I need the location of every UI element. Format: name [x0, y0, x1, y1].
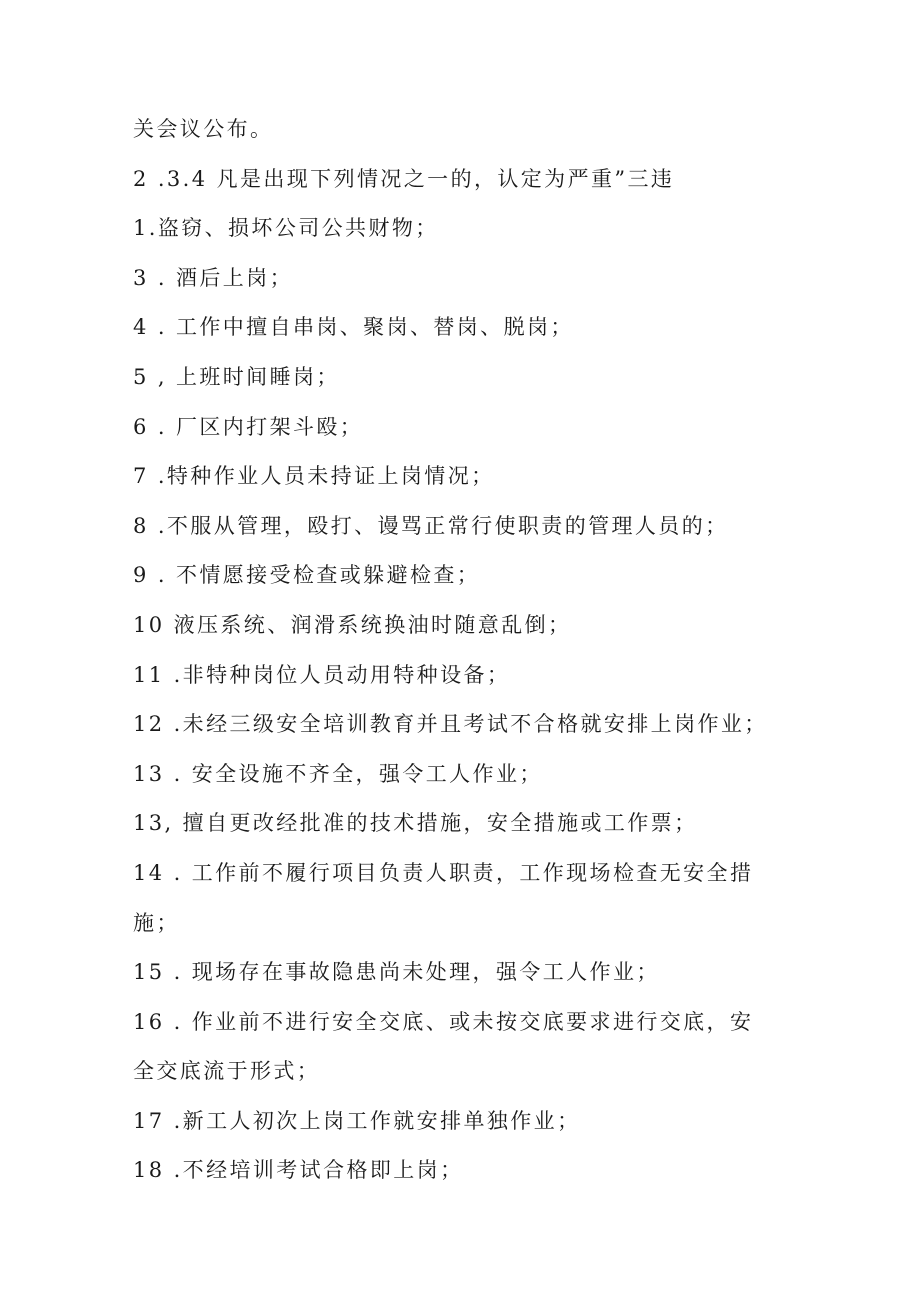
list-item-continuation: 全交底流于形式； — [133, 1059, 321, 1084]
list-item: 14 . 工作前不履行项目负责人职责，工作现场检查无安全措 — [133, 860, 754, 885]
list-item: 3 . 酒后上岗； — [133, 265, 293, 290]
list-item: 10 液压系统、润滑系统换油时随意乱倒； — [133, 612, 572, 637]
list-item: 5 , 上班时间睡岗； — [133, 364, 340, 389]
list-item: 11 .非特种岗位人员动用特种设备； — [133, 662, 511, 687]
text-line: 关会议公布。 — [133, 117, 274, 141]
list-item: 18 .不经培训考试合格即上岗； — [133, 1158, 464, 1183]
list-item: 8 .不服从管理，殴打、谩骂正常行使职责的管理人员的； — [133, 513, 729, 538]
list-item: 12 .未经三级安全培训教育并且考试不合格就安排上岗作业； — [133, 712, 768, 737]
list-item: 13 . 安全设施不齐全，强令工人作业； — [133, 761, 543, 786]
list-item: 1.盗窃、损坏公司公共财物； — [133, 216, 439, 241]
list-item: 16 . 作业前不进行安全交底、或未按交底要求进行交底，安 — [133, 1009, 754, 1034]
document-body — [133, 111, 773, 1202]
list-item: 7 .特种作业人员未持证上岗情况； — [133, 464, 495, 489]
list-item-continuation: 施； — [133, 910, 180, 935]
list-item: 13, 擅自更改经批准的技术措施，安全措施或工作票； — [133, 811, 698, 836]
list-item: 6 . 厂区内打架斗殴； — [133, 414, 364, 439]
list-item: 4 . 工作中擅自串岗、聚岗、替岗、脱岗； — [133, 315, 574, 340]
section-heading: 2 .3.4 凡是出现下列情况之一的，认定为严重”三违 — [133, 166, 675, 191]
list-item: 15 . 现场存在事故隐患尚未处理，强令工人作业； — [133, 960, 660, 985]
list-item: 9 . 不情愿接受检查或躲避检查； — [133, 563, 481, 588]
list-item: 17 .新工人初次上岗工作就安排单独作业； — [133, 1108, 581, 1133]
